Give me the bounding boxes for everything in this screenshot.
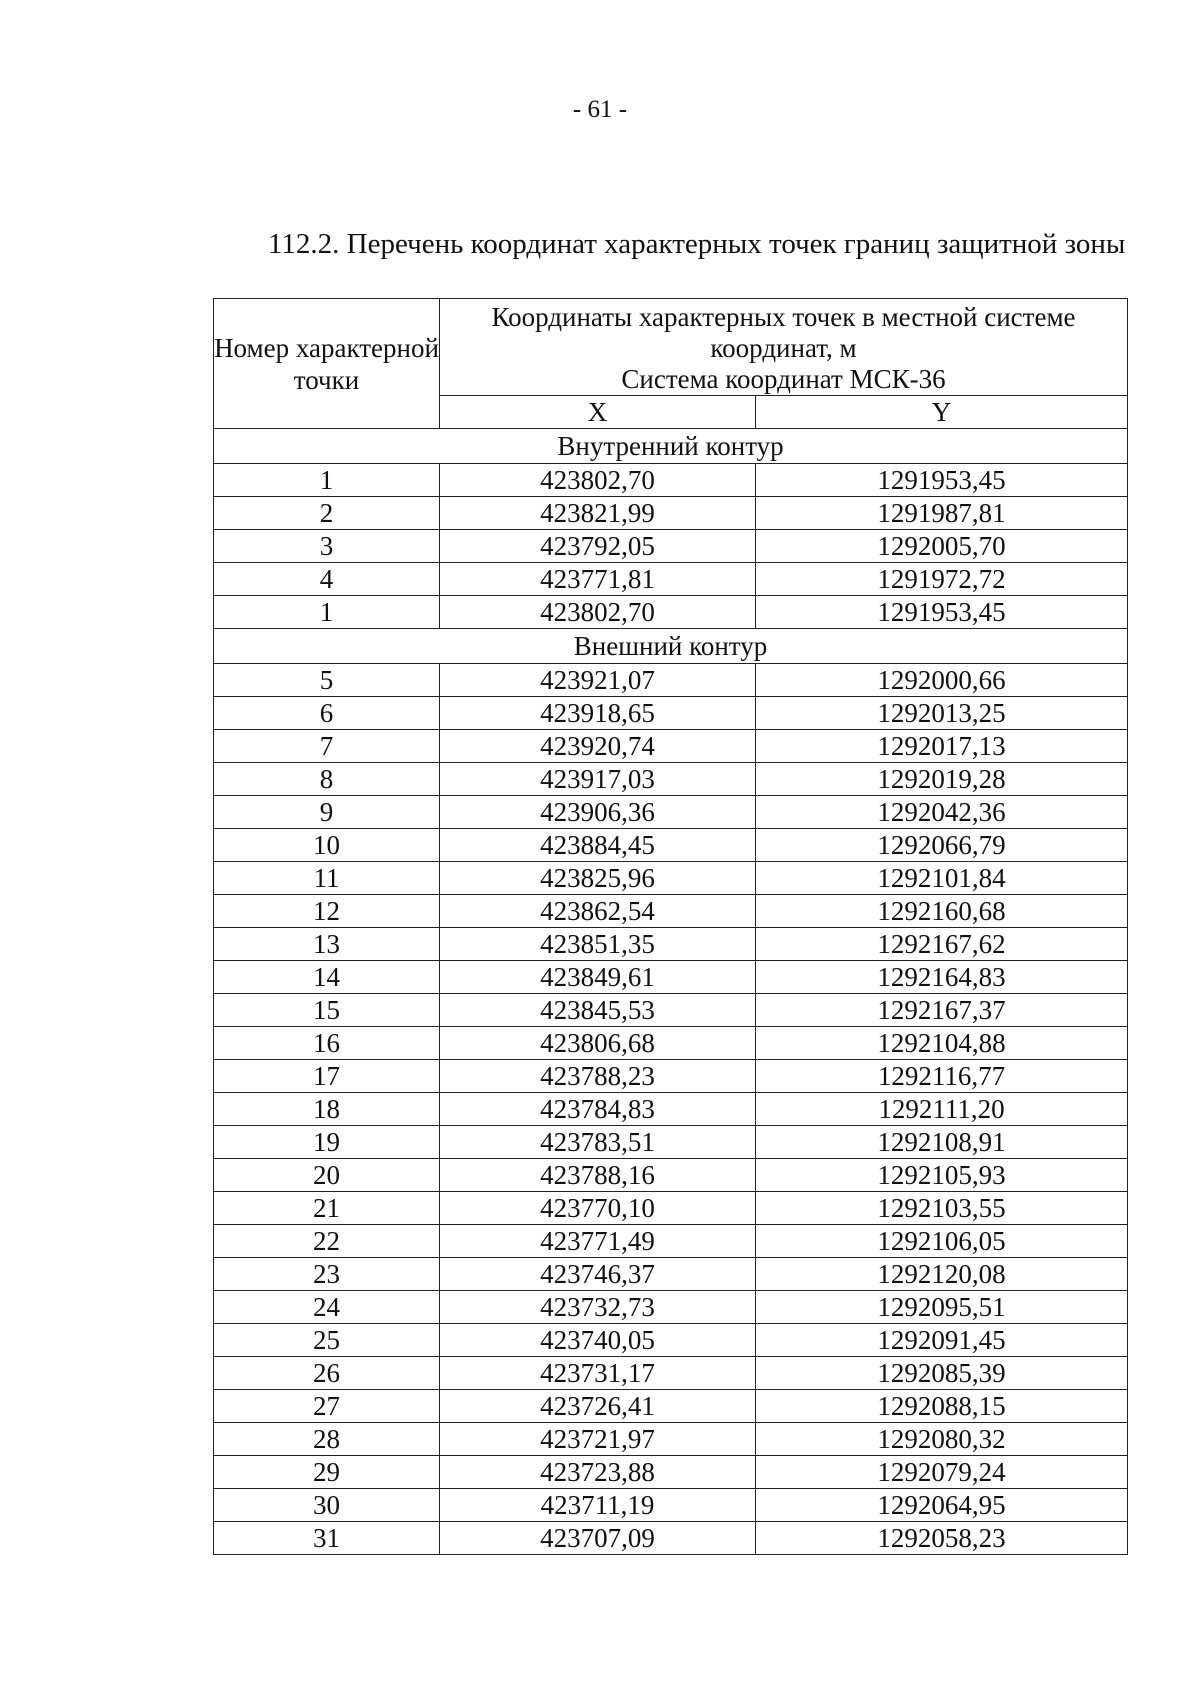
point-number-cell: 22 — [214, 1225, 440, 1258]
table-row — [214, 1225, 1128, 1258]
table-row — [214, 530, 1128, 563]
x-coordinate-cell: 423845,53 — [440, 994, 756, 1027]
x-coordinate-cell: 423788,16 — [440, 1159, 756, 1192]
y-column-header: Y — [756, 396, 1128, 429]
table-row — [214, 1357, 1128, 1390]
x-coordinate-cell: 423825,96 — [440, 862, 756, 895]
table-row — [214, 497, 1128, 530]
table-row — [214, 664, 1128, 697]
y-coordinate-cell: 1292167,62 — [756, 928, 1128, 961]
y-coordinate-cell: 1292101,84 — [756, 862, 1128, 895]
x-coordinate-cell: 423711,19 — [440, 1489, 756, 1522]
point-number-cell: 2 — [214, 497, 440, 530]
coordinates-table-body — [214, 299, 1128, 1555]
y-coordinate-cell: 1292120,08 — [756, 1258, 1128, 1291]
y-coordinate-cell: 1292091,45 — [756, 1324, 1128, 1357]
x-coordinate-cell: 423862,54 — [440, 895, 756, 928]
x-coordinate-cell: 423770,10 — [440, 1192, 756, 1225]
y-coordinate-cell: 1292108,91 — [756, 1126, 1128, 1159]
table-row — [214, 1159, 1128, 1192]
section-row — [214, 629, 1128, 664]
x-coordinate-cell: 423851,35 — [440, 928, 756, 961]
y-coordinate-cell: 1291987,81 — [756, 497, 1128, 530]
point-number-cell: 27 — [214, 1390, 440, 1423]
point-number-cell: 15 — [214, 994, 440, 1027]
table-row — [214, 961, 1128, 994]
table-row — [214, 1192, 1128, 1225]
x-coordinate-cell: 423849,61 — [440, 961, 756, 994]
x-coordinate-cell: 423731,17 — [440, 1357, 756, 1390]
coordinates-header-caption: Координаты характерных точек в местной системе координат, м — [491, 301, 1076, 363]
point-number-cell: 20 — [214, 1159, 440, 1192]
point-number-cell: 26 — [214, 1357, 440, 1390]
page-number: - 61 - — [572, 96, 628, 123]
point-number-cell: 23 — [214, 1258, 440, 1291]
point-number-cell: 24 — [214, 1291, 440, 1324]
point-number-cell: 13 — [214, 928, 440, 961]
y-coordinate-cell: 1291953,45 — [756, 596, 1128, 629]
table-row — [214, 697, 1128, 730]
y-coordinate-cell: 1292005,70 — [756, 530, 1128, 563]
point-number-cell: 17 — [214, 1060, 440, 1093]
x-coordinate-cell: 423723,88 — [440, 1456, 756, 1489]
point-number-cell: 30 — [214, 1489, 440, 1522]
point-number-cell: 31 — [214, 1522, 440, 1555]
point-number-cell: 5 — [214, 664, 440, 697]
table-row — [214, 796, 1128, 829]
x-coordinate-cell: 423788,23 — [440, 1060, 756, 1093]
y-coordinate-cell: 1292066,79 — [756, 829, 1128, 862]
point-number-cell: 18 — [214, 1093, 440, 1126]
table-row — [214, 1258, 1128, 1291]
coordinates-table — [213, 298, 1128, 1555]
x-coordinate-cell: 423721,97 — [440, 1423, 756, 1456]
table-row — [214, 1489, 1128, 1522]
x-coordinate-cell: 423821,99 — [440, 497, 756, 530]
x-coordinate-cell: 423732,73 — [440, 1291, 756, 1324]
table-row — [214, 1390, 1128, 1423]
table-row — [214, 596, 1128, 629]
point-number-cell: 1 — [214, 464, 440, 497]
y-coordinate-cell: 1292116,77 — [756, 1060, 1128, 1093]
table-row — [214, 1027, 1128, 1060]
point-number-cell: 8 — [214, 763, 440, 796]
y-coordinate-cell: 1291953,45 — [756, 464, 1128, 497]
point-number-cell: 10 — [214, 829, 440, 862]
point-number-cell: 6 — [214, 697, 440, 730]
y-coordinate-cell: 1291972,72 — [756, 563, 1128, 596]
section-title: Внешний контур — [214, 629, 1128, 664]
table-row — [214, 1060, 1128, 1093]
table-row — [214, 1324, 1128, 1357]
y-coordinate-cell: 1292088,15 — [756, 1390, 1128, 1423]
y-coordinate-cell: 1292111,20 — [756, 1093, 1128, 1126]
y-coordinate-cell: 1292160,68 — [756, 895, 1128, 928]
table-row — [214, 1291, 1128, 1324]
point-number-cell: 11 — [214, 862, 440, 895]
y-coordinate-cell: 1292164,83 — [756, 961, 1128, 994]
section-title: Внутренний контур — [214, 429, 1128, 464]
y-coordinate-cell: 1292104,88 — [756, 1027, 1128, 1060]
y-coordinate-cell: 1292000,66 — [756, 664, 1128, 697]
table-row — [214, 1093, 1128, 1126]
table-row — [214, 563, 1128, 596]
table-row — [214, 829, 1128, 862]
x-coordinate-cell: 423802,70 — [440, 464, 756, 497]
x-coordinate-cell: 423784,83 — [440, 1093, 756, 1126]
y-coordinate-cell: 1292017,13 — [756, 730, 1128, 763]
table-header-row — [214, 299, 1128, 396]
x-coordinate-cell: 423921,07 — [440, 664, 756, 697]
y-coordinate-cell: 1292167,37 — [756, 994, 1128, 1027]
point-number-cell: 19 — [214, 1126, 440, 1159]
y-coordinate-cell: 1292013,25 — [756, 697, 1128, 730]
coordinates-header — [440, 299, 1128, 396]
point-number-cell: 21 — [214, 1192, 440, 1225]
table-row — [214, 464, 1128, 497]
y-coordinate-cell: 1292058,23 — [756, 1522, 1128, 1555]
x-coordinate-cell: 423884,45 — [440, 829, 756, 862]
document-title: 112.2. Перечень координат характерных точек границ защитной зоны — [268, 228, 1126, 260]
y-coordinate-cell: 1292105,93 — [756, 1159, 1128, 1192]
point-number-cell: 1 — [214, 596, 440, 629]
table-row — [214, 1456, 1128, 1489]
point-number-cell: 28 — [214, 1423, 440, 1456]
y-coordinate-cell: 1292103,55 — [756, 1192, 1128, 1225]
x-coordinate-cell: 423792,05 — [440, 530, 756, 563]
point-number-header: Номер характерной точки — [214, 299, 440, 429]
x-column-header: X — [440, 396, 756, 429]
point-number-cell: 29 — [214, 1456, 440, 1489]
y-coordinate-cell: 1292106,05 — [756, 1225, 1128, 1258]
point-number-cell: 7 — [214, 730, 440, 763]
x-coordinate-cell: 423906,36 — [440, 796, 756, 829]
table-row — [214, 1522, 1128, 1555]
table-row — [214, 730, 1128, 763]
x-coordinate-cell: 423802,70 — [440, 596, 756, 629]
x-coordinate-cell: 423707,09 — [440, 1522, 756, 1555]
x-coordinate-cell: 423920,74 — [440, 730, 756, 763]
y-coordinate-cell: 1292019,28 — [756, 763, 1128, 796]
point-number-cell: 4 — [214, 563, 440, 596]
x-coordinate-cell: 423806,68 — [440, 1027, 756, 1060]
x-coordinate-cell: 423918,65 — [440, 697, 756, 730]
coordinate-system-caption: Система координат МСК-36 — [621, 363, 946, 394]
x-coordinate-cell: 423771,49 — [440, 1225, 756, 1258]
y-coordinate-cell: 1292042,36 — [756, 796, 1128, 829]
table-row — [214, 1423, 1128, 1456]
y-coordinate-cell: 1292085,39 — [756, 1357, 1128, 1390]
point-number-cell: 9 — [214, 796, 440, 829]
x-coordinate-cell: 423771,81 — [440, 563, 756, 596]
y-coordinate-cell: 1292079,24 — [756, 1456, 1128, 1489]
table-row — [214, 862, 1128, 895]
table-row — [214, 994, 1128, 1027]
x-coordinate-cell: 423917,03 — [440, 763, 756, 796]
table-row — [214, 895, 1128, 928]
point-number-cell: 14 — [214, 961, 440, 994]
x-coordinate-cell: 423740,05 — [440, 1324, 756, 1357]
y-coordinate-cell: 1292080,32 — [756, 1423, 1128, 1456]
x-coordinate-cell: 423746,37 — [440, 1258, 756, 1291]
point-number-cell: 16 — [214, 1027, 440, 1060]
section-row — [214, 429, 1128, 464]
x-coordinate-cell: 423726,41 — [440, 1390, 756, 1423]
table-row — [214, 763, 1128, 796]
point-number-cell: 3 — [214, 530, 440, 563]
y-coordinate-cell: 1292095,51 — [756, 1291, 1128, 1324]
y-coordinate-cell: 1292064,95 — [756, 1489, 1128, 1522]
point-number-cell: 12 — [214, 895, 440, 928]
table-row — [214, 928, 1128, 961]
table-row — [214, 1126, 1128, 1159]
x-coordinate-cell: 423783,51 — [440, 1126, 756, 1159]
point-number-cell: 25 — [214, 1324, 440, 1357]
